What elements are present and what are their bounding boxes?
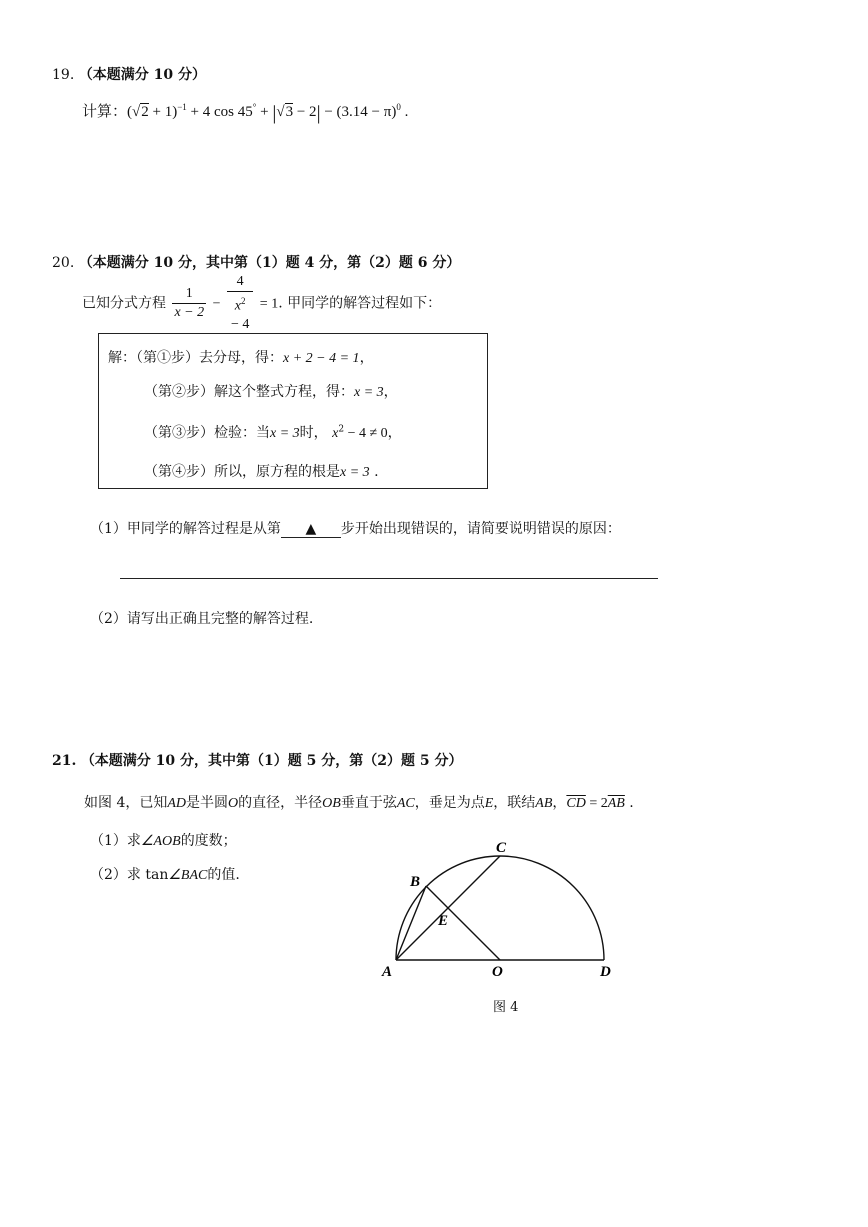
step-2-text: （第②步）解这个整式方程，得： (144, 384, 354, 400)
q19-sqrt2: 2 (141, 104, 149, 120)
part-1-text: 步开始出现错误的，请简要说明错误的原因： (340, 521, 621, 537)
q21-score: （本题满分 10 分，其中第（1）题 5 分，第（2）题 5 分） (80, 753, 463, 769)
exp: 2 (241, 296, 246, 306)
label-e: E (438, 913, 449, 929)
q19-part: ( (127, 104, 133, 120)
label-o: O (492, 964, 503, 980)
step-3 (144, 422, 402, 442)
step-4 (144, 461, 379, 481)
var: AD (167, 796, 187, 811)
q21-header (52, 750, 463, 770)
fraction-2 (227, 273, 253, 334)
q19-formula: 计算：$(√2 + 1)^{-1} + 4$ $\cos 45^\circ + |√3 - 2| - (3.14 - \pi)^0$ . (82, 102, 409, 124)
text: ， (552, 795, 567, 811)
var-x: x (234, 298, 241, 314)
text: 的值. (207, 867, 240, 883)
q20-intro-suffix: . 甲同学的解答过程如下： (278, 295, 442, 312)
q19-deg: ° (252, 102, 257, 112)
exp: 2 (338, 424, 345, 435)
text: = 2 (585, 796, 608, 811)
q20-intro-prefix: 已知分式方程 (82, 295, 166, 312)
text: 如图 4，已知 (84, 795, 168, 811)
den-rest: − 4 (230, 316, 250, 332)
q19-part: + 4 cos 45 (186, 104, 253, 120)
var: O (228, 796, 239, 811)
q19-part: − (3.14 − π) (320, 104, 397, 120)
part-1-text: （1）甲同学的解答过程是从第 (90, 521, 281, 537)
q19-score: （本题满分 10 分） (78, 67, 206, 83)
step-4-eq: x = 3 (340, 465, 370, 480)
step-3-text: （第③步）检验：当 (144, 425, 270, 441)
step-1-eq: x + 2 − 4 = 1 (283, 351, 360, 366)
q20-part-2: （2）请写出正确且完整的解答过程. (90, 611, 314, 627)
q19-part: − 2 (293, 104, 317, 120)
q19-part: + (256, 104, 273, 120)
frac-num: 1 (172, 285, 206, 304)
step-3-eq: − 4 ≠ 0 (344, 426, 388, 441)
step-1 (108, 347, 374, 367)
var: AB (535, 796, 553, 811)
period: . (369, 464, 379, 480)
abs-bar-right: | (316, 102, 321, 124)
q19-prefix: 计算： (82, 104, 128, 120)
q19-end: . (400, 104, 409, 120)
q19-exp: 0 (396, 102, 401, 112)
angle: ∠AOB (140, 834, 181, 849)
figure-caption: 图 4 (493, 1000, 519, 1015)
var: E (484, 796, 494, 811)
equals-one: = 1 (259, 296, 279, 312)
frac-num: 4 (227, 273, 253, 292)
q20-intro (82, 273, 441, 334)
semicircle-arc (396, 856, 604, 960)
text: ，联结 (493, 795, 536, 811)
var-x: x (332, 426, 339, 441)
minus-sign: − (212, 296, 221, 312)
answer-blank[interactable]: ▲ (281, 521, 341, 538)
q21-part-2 (90, 864, 240, 884)
text: 垂直于弦 (340, 795, 397, 811)
step-4-text: （第④步）所以，原方程的根是 (144, 464, 340, 480)
q20-number: 20. (52, 255, 75, 271)
label-d: D (600, 964, 611, 980)
q20-score: （本题满分 10 分，其中第（1）题 4 分，第（2）题 6 分） (78, 255, 461, 271)
step-1-text: （第①步）去分母，得： (136, 350, 283, 366)
label-c: C (496, 840, 507, 856)
text: （1）求 (90, 833, 141, 849)
answer-line[interactable] (120, 578, 658, 579)
comma: ， (387, 425, 402, 441)
text: 的度数； (180, 833, 237, 849)
text: . (624, 795, 634, 811)
q20-part-1 (90, 518, 621, 538)
q20-header (52, 252, 460, 272)
frac-den: x − 2 (174, 304, 205, 320)
figure-4-semicircle (370, 830, 630, 990)
q19-header (52, 64, 206, 84)
q19-sqrt3: 3 (285, 104, 294, 120)
q19-part: + 1) (148, 104, 178, 120)
step-2 (144, 381, 398, 401)
step-3-text: 时， (299, 425, 328, 441)
label-a: A (382, 964, 393, 980)
label-b: B (410, 874, 421, 890)
text: 的直径，半径 (238, 795, 323, 811)
step-2-eq: x = 3 (354, 385, 384, 400)
comma: ， (359, 350, 374, 366)
q21-part-1 (90, 830, 237, 850)
step-3-x: x = 3 (270, 426, 300, 441)
frac-den (227, 292, 253, 334)
abs-bar-left: | (272, 102, 277, 124)
comma: ， (383, 384, 398, 400)
segment-ab (396, 886, 426, 960)
q21-statement (84, 792, 634, 812)
q19-exp: −1 (177, 102, 187, 112)
fraction-1 (172, 285, 206, 322)
arc-ab: $\overline{AB}$ (607, 796, 625, 811)
q21-number: 21. (52, 753, 77, 769)
text: ，垂足为点 (414, 795, 485, 811)
solution-label: 解： (108, 350, 136, 366)
text: （2）求 tan (90, 867, 169, 883)
arc-cd: $\overline{CD}$ (566, 796, 586, 811)
var: AC (396, 796, 415, 811)
text: 是半圆 (186, 795, 229, 811)
var: OB (322, 796, 341, 811)
angle: ∠BAC (168, 868, 208, 883)
q19-number: 19. (52, 67, 75, 83)
